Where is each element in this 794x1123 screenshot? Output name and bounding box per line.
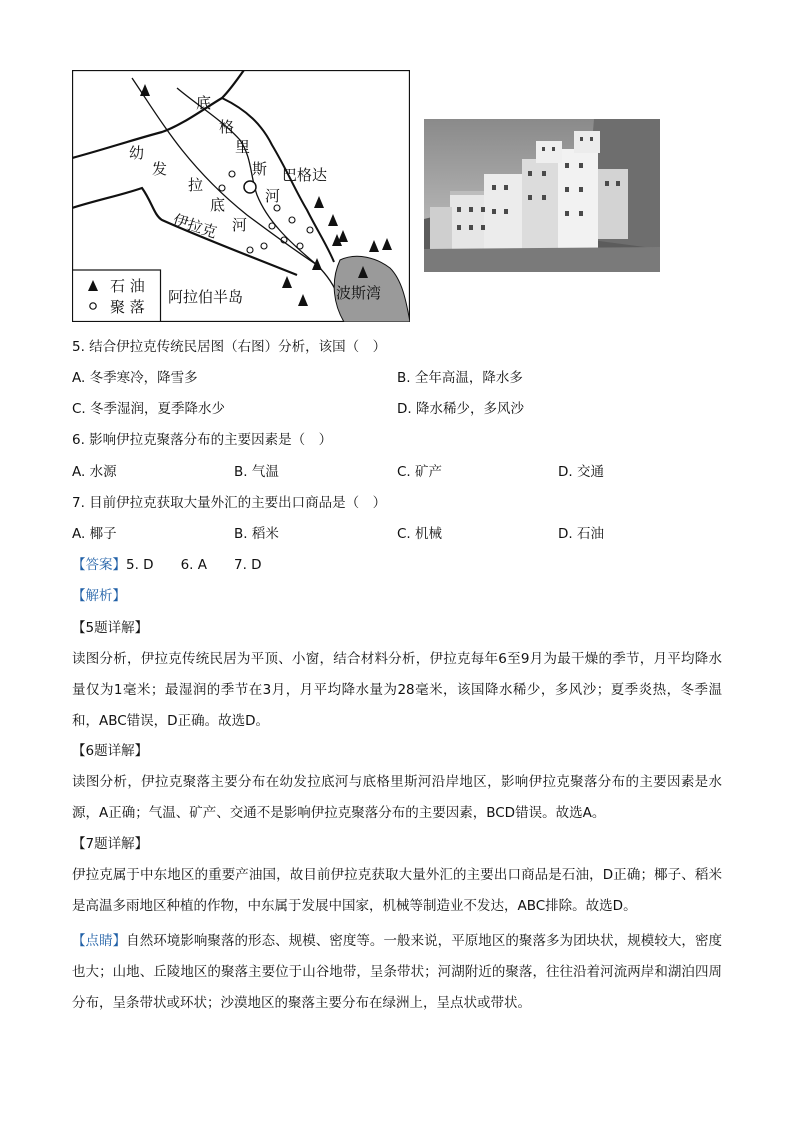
- svg-text:巴格达: 巴格达: [282, 166, 328, 184]
- question-7-option-d: D. 石油: [558, 526, 604, 542]
- svg-text:波斯湾: 波斯湾: [336, 284, 382, 302]
- question-5-option-c: C. 冬季湿润，夏季降水少: [72, 401, 226, 417]
- iraq-map-svg: [72, 70, 410, 322]
- svg-text:伊拉克: 伊拉克: [170, 210, 220, 242]
- svg-text:底: 底: [210, 196, 226, 214]
- svg-text:格: 格: [219, 118, 235, 136]
- detail-6-title: 【6题详解】: [72, 743, 149, 759]
- question-5-option-d: D. 降水稀少，多风沙: [397, 401, 524, 417]
- detail-5-title: 【5题详解】: [72, 620, 149, 636]
- question-5-stem: 5. 结合伊拉克传统民居图（右图）分析，该国（ ）: [72, 339, 387, 355]
- traditional-houses-photo: [424, 119, 660, 272]
- question-6-option-d: D. 交通: [558, 464, 604, 480]
- tips-tag: 【点睛】: [72, 933, 127, 949]
- svg-text:里: 里: [235, 138, 251, 156]
- question-7-stem: 7. 目前伊拉克获取大量外汇的主要出口商品是（ ）: [72, 495, 387, 511]
- baghdad-marker: [244, 181, 256, 193]
- svg-text:幼: 幼: [129, 144, 145, 162]
- svg-text:石 油: 石 油: [110, 277, 145, 295]
- svg-text:河: 河: [232, 216, 248, 234]
- detail-7-title: 【7题详解】: [72, 836, 149, 852]
- svg-text:斯: 斯: [252, 160, 268, 178]
- question-6-option-b: B. 气温: [234, 464, 279, 480]
- svg-text:拉: 拉: [188, 176, 204, 194]
- tips-text: 自然环境影响聚落的形态、规模、密度等。一般来说，平原地区的聚落多为团块状，规模较大，密度也大；山地、丘陵地区的聚落主要位于山谷地带，呈条带状；河湖附近的聚落，往往沿着河流两岸和湖泊四周分布，呈条带状或环状；沙漠地区的聚落主要分布在绿洲上，呈点状或带状。: [72, 933, 723, 1011]
- answer-line: [72, 556, 262, 574]
- tips-paragraph: [72, 926, 722, 1019]
- question-7-option-c: C. 机械: [397, 526, 443, 542]
- question-6-option-c: C. 矿产: [397, 464, 443, 480]
- svg-text:底: 底: [196, 94, 212, 112]
- detail-6-text: 读图分析，伊拉克聚落主要分布在幼发拉底河与底格里斯河沿岸地区，影响伊拉克聚落分布的主要因素是水源，A正确；气温、矿产、交通不是影响伊拉克聚落分布的主要因素，BCD错误。故选A。: [72, 774, 722, 821]
- svg-text:河: 河: [265, 187, 281, 205]
- answer-text: 5. D 6. A 7. D: [126, 557, 262, 573]
- question-6-stem: 6. 影响伊拉克聚落分布的主要因素是（ ）: [72, 432, 333, 448]
- svg-text:阿拉伯半岛: 阿拉伯半岛: [168, 288, 244, 306]
- question-7-option-a: A. 椰子: [72, 526, 117, 542]
- question-7-option-b: B. 稻米: [234, 526, 279, 542]
- detail-5-text: 读图分析，伊拉克传统民居为平顶、小窗，结合材料分析，伊拉克每年6至9月为最干燥的季节，月平均降水量仅为1毫米；最湿润的季节在3月，月平均降水量为28毫米，该国降水稀少，多风沙；夏季炎热，冬季温和，ABC错误，D正确。故选D。: [72, 651, 722, 729]
- svg-text:发: 发: [152, 160, 168, 178]
- answer-tag: 【答案】: [72, 557, 126, 573]
- svg-text:聚 落: 聚 落: [110, 298, 145, 316]
- iraq-map: [72, 70, 410, 322]
- question-5-option-a: A. 冬季寒冷，降雪多: [72, 370, 198, 386]
- analysis-tag: 【解析】: [72, 588, 126, 604]
- photo-svg: [424, 119, 660, 272]
- detail-7-text: 伊拉克属于中东地区的重要产油国，故目前伊拉克获取大量外汇的主要出口商品是石油，D正确；椰子、稻米是高温多雨地区种植的作物，中东属于发展中国家，机械等制造业不发达，ABC排除。故选D。: [72, 867, 722, 914]
- question-5-option-b: B. 全年高温，降水多: [397, 370, 523, 386]
- question-6-option-a: A. 水源: [72, 464, 117, 480]
